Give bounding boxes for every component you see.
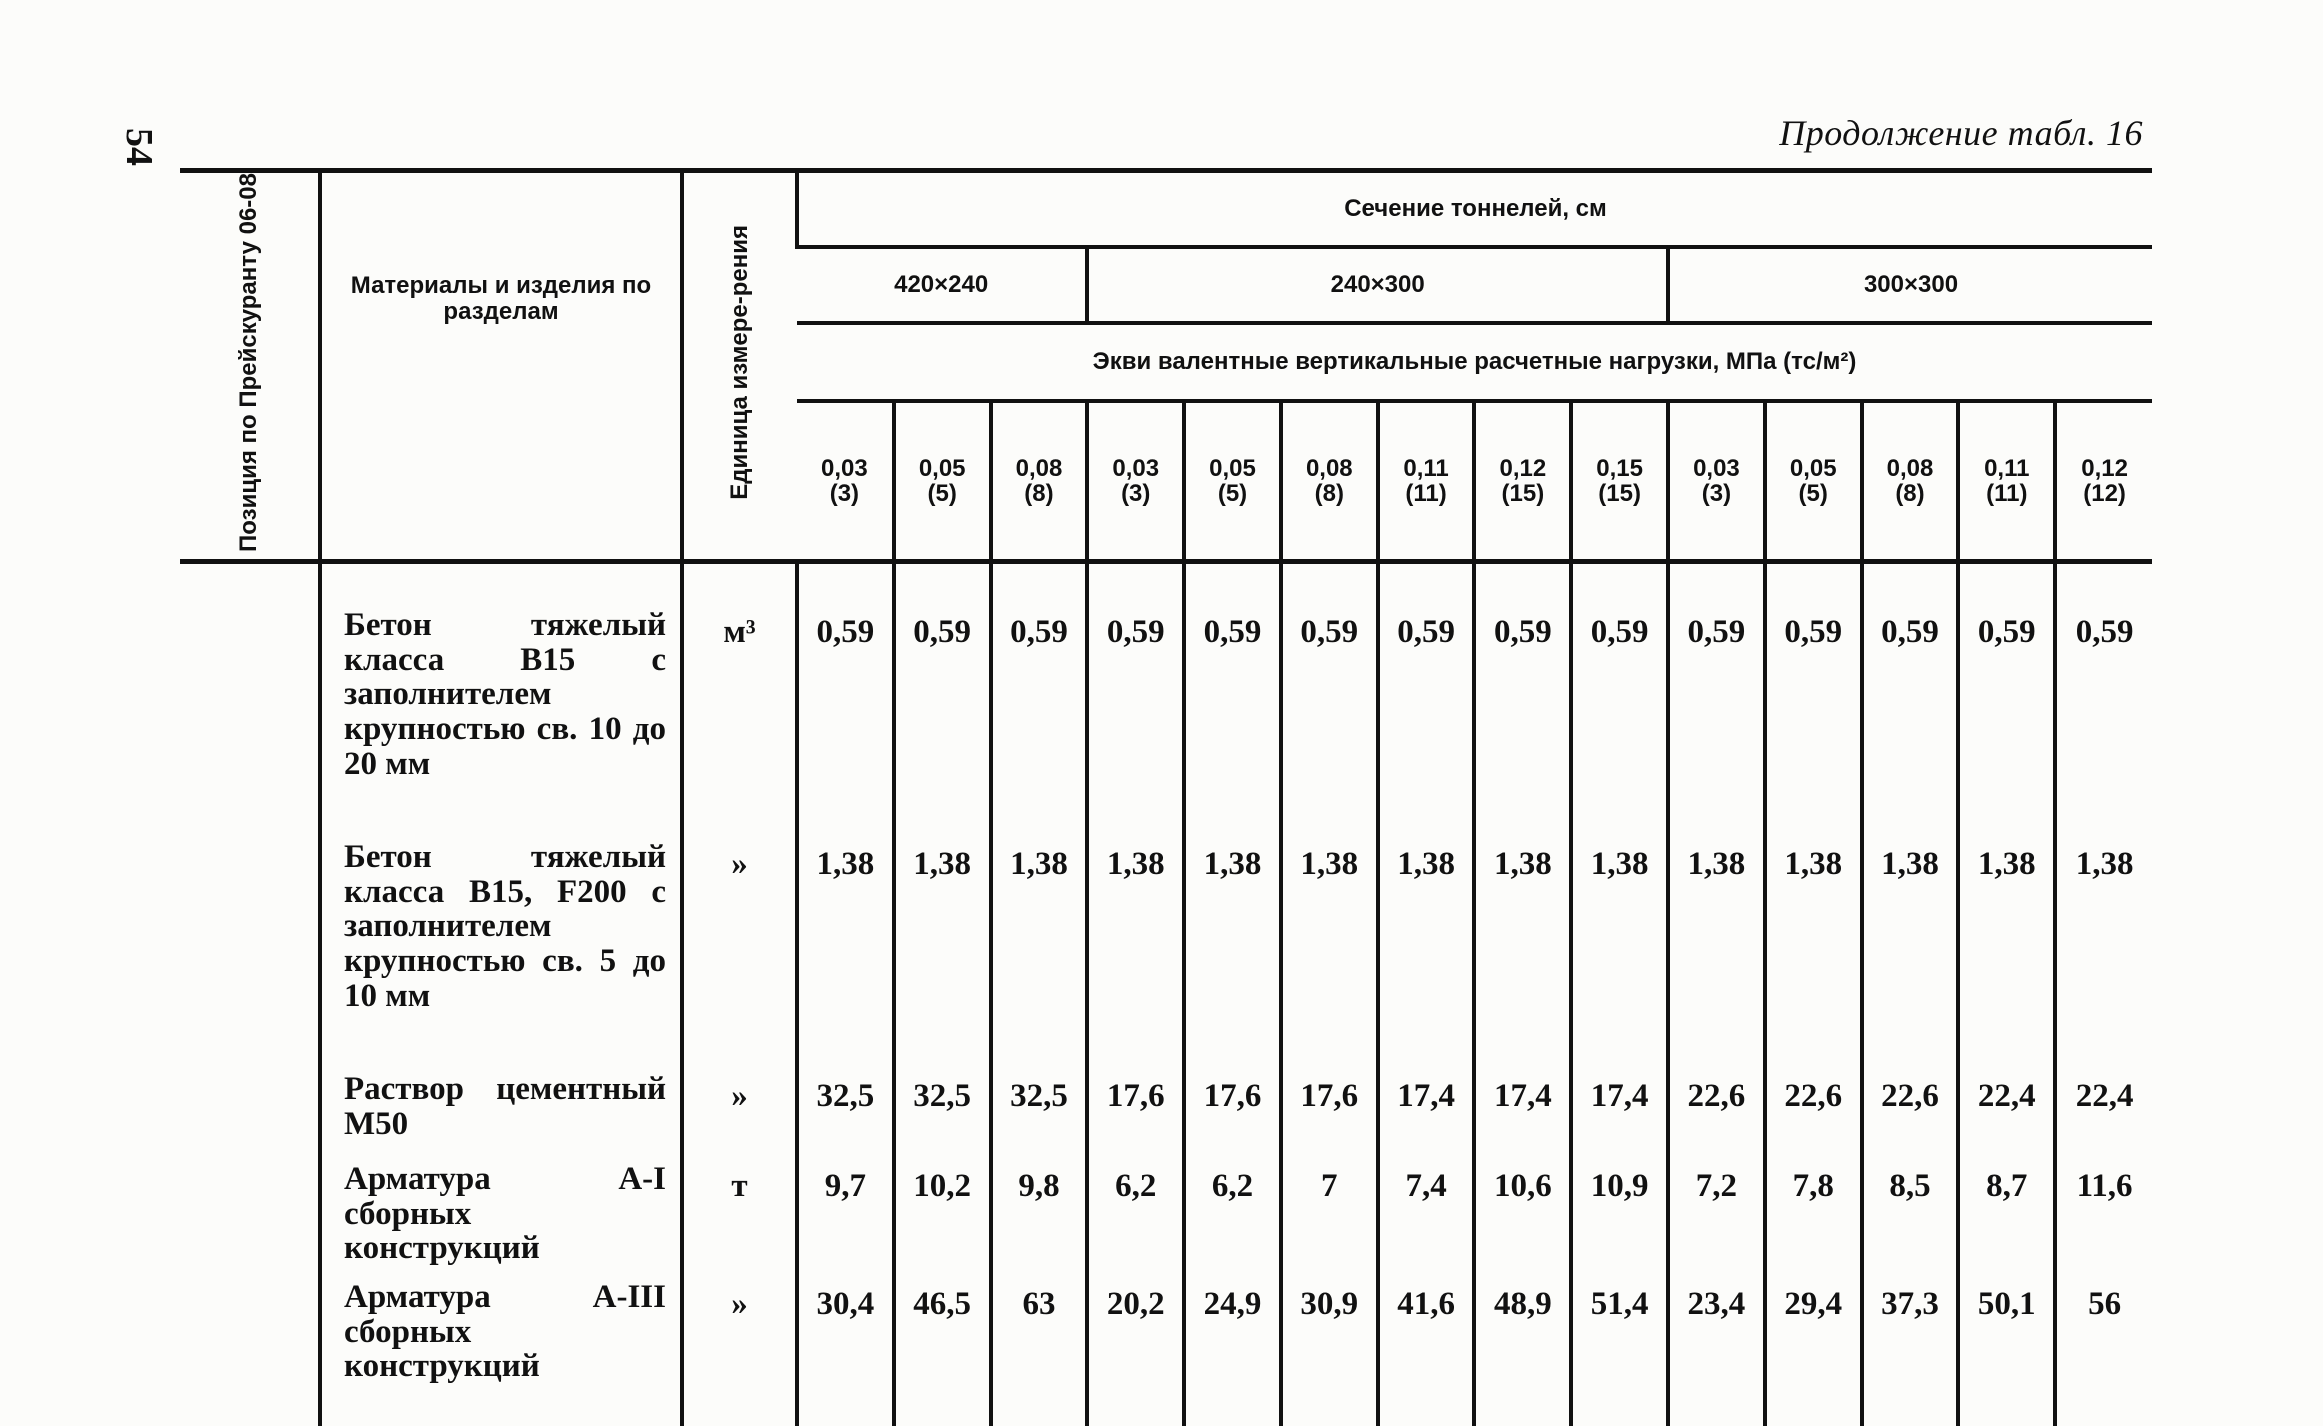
value-cell: 0,59 <box>1378 594 1475 826</box>
value-cell: 1,38 <box>2055 826 2152 1058</box>
load-value: 0,05 <box>1789 454 1837 482</box>
value-cell: 51,4 <box>1571 1266 1668 1426</box>
value-cell: 1,38 <box>1378 826 1475 1058</box>
header-load-12 <box>1862 401 1959 561</box>
header-position: Позиция по Прейскуранту 06-08 <box>180 171 320 562</box>
value-cell: 22,4 <box>1958 1058 2055 1148</box>
value-cell: 41,6 <box>1378 1266 1475 1426</box>
value-cell: 17,6 <box>1281 1058 1378 1148</box>
value-cell: 8,7 <box>1958 1148 2055 1266</box>
position-cell <box>180 1058 320 1148</box>
load-value: 0,03 <box>1693 454 1740 482</box>
value-cell: 32,5 <box>894 1058 991 1148</box>
load-value-tcm: (5) <box>927 480 957 508</box>
value-cell: 1,38 <box>1474 826 1571 1058</box>
position-cell <box>180 1266 320 1426</box>
value-cell: 1,38 <box>1281 826 1378 1058</box>
value-cell: 7,8 <box>1765 1148 1862 1266</box>
material-cell: Бетон тяжелый класса В15 с заполнителем крупностью св. 10 до 20 мм <box>320 594 682 826</box>
value-cell: 17,6 <box>1184 1058 1281 1148</box>
value-cell: 6,2 <box>1087 1148 1184 1266</box>
value-cell: 1,38 <box>1571 826 1668 1058</box>
load-value: 0,05 <box>1209 454 1256 482</box>
unit-cell: » <box>682 1266 797 1426</box>
value-cell: 0,59 <box>1474 594 1571 826</box>
material-cell: Арматура А-I сборных конструкций <box>320 1148 682 1266</box>
value-cell: 30,9 <box>1281 1266 1378 1426</box>
table-row <box>180 1266 2152 1426</box>
value-cell: 46,5 <box>894 1266 991 1426</box>
value-cell: 7,4 <box>1378 1148 1475 1266</box>
page-number: 54 <box>118 128 160 166</box>
header-unit: Единица измере-рения <box>682 171 797 562</box>
load-value: 0,03 <box>821 454 868 482</box>
header-tunnel-section: Сечение тоннелей, см <box>797 171 2152 248</box>
load-value: 0,11 <box>1984 454 2030 482</box>
value-cell: 37,3 <box>1862 1266 1959 1426</box>
value-cell: 10,2 <box>894 1148 991 1266</box>
value-cell: 1,38 <box>1765 826 1862 1058</box>
header-load-13 <box>1958 401 2055 561</box>
value-cell: 23,4 <box>1668 1266 1765 1426</box>
load-value: 0,12 <box>2081 454 2128 482</box>
unit-cell: » <box>682 1058 797 1148</box>
table-row <box>180 1058 2152 1148</box>
value-cell: 1,38 <box>1184 826 1281 1058</box>
value-cell: 0,59 <box>2055 594 2152 826</box>
unit-cell: » <box>682 826 797 1058</box>
value-cell: 32,5 <box>797 1058 894 1148</box>
unit-cell: т <box>682 1148 797 1266</box>
continuation-title: Продолжение табл. 16 <box>1779 113 2143 153</box>
header-section-1: 420×240 <box>797 247 1087 323</box>
value-cell: 1,38 <box>894 826 991 1058</box>
header-section-2: 240×300 <box>1087 247 1668 323</box>
table-row <box>180 1148 2152 1266</box>
load-value-tcm: (15) <box>1598 480 1641 508</box>
value-cell: 1,38 <box>1668 826 1765 1058</box>
value-cell: 10,9 <box>1571 1148 1668 1266</box>
load-value-tcm: (11) <box>1986 480 2028 508</box>
value-cell: 22,6 <box>1668 1058 1765 1148</box>
value-cell: 0,59 <box>1668 594 1765 826</box>
value-cell: 17,4 <box>1474 1058 1571 1148</box>
header-load-11 <box>1765 401 1862 561</box>
value-cell: 63 <box>991 1266 1088 1426</box>
material-cell: Бетон тяжелый класса В15, F200 с заполнителем крупностью св. 5 до 10 мм <box>320 826 682 1058</box>
header-materials: Материалы и изделия по разделам <box>320 171 682 562</box>
load-value-tcm: (3) <box>1701 480 1732 508</box>
load-value: 0,11 <box>1403 454 1449 482</box>
load-value-tcm: (3) <box>829 480 860 508</box>
material-cell: Арматура А-III сборных конструкций <box>320 1266 682 1426</box>
value-cell: 0,59 <box>1184 594 1281 826</box>
header-load-7 <box>1378 401 1475 561</box>
position-cell <box>180 594 320 826</box>
header-load-4 <box>1087 401 1184 561</box>
load-value: 0,03 <box>1112 454 1160 482</box>
value-cell: 0,59 <box>991 594 1088 826</box>
value-cell: 0,59 <box>1765 594 1862 826</box>
value-cell: 30,4 <box>797 1266 894 1426</box>
header-load-10 <box>1668 401 1765 561</box>
header-load-8 <box>1474 401 1571 561</box>
value-cell: 1,38 <box>991 826 1088 1058</box>
table-row <box>180 594 2152 826</box>
value-cell: 22,4 <box>2055 1058 2152 1148</box>
value-cell: 1,38 <box>1087 826 1184 1058</box>
load-value-tcm: (8) <box>1314 480 1344 508</box>
header-section-3: 300×300 <box>1668 247 2152 323</box>
value-cell: 8,5 <box>1862 1148 1959 1266</box>
header-load-14 <box>2055 401 2152 561</box>
load-value: 0,08 <box>1305 454 1353 482</box>
value-cell: 22,6 <box>1765 1058 1862 1148</box>
position-cell <box>180 1148 320 1266</box>
value-cell: 10,6 <box>1474 1148 1571 1266</box>
load-value-tcm: (3) <box>1121 480 1151 508</box>
value-cell: 7,2 <box>1668 1148 1765 1266</box>
value-cell: 6,2 <box>1184 1148 1281 1266</box>
value-cell: 29,4 <box>1765 1266 1862 1426</box>
value-cell: 17,4 <box>1378 1058 1475 1148</box>
value-cell: 48,9 <box>1474 1266 1571 1426</box>
value-cell: 11,6 <box>2055 1148 2152 1266</box>
position-cell <box>180 826 320 1058</box>
value-cell: 0,59 <box>1281 594 1378 826</box>
value-cell: 20,2 <box>1087 1266 1184 1426</box>
unit-cell: м³ <box>682 594 797 826</box>
value-cell: 1,38 <box>1958 826 2055 1058</box>
value-cell: 9,7 <box>797 1148 894 1266</box>
header-load-9 <box>1571 401 1668 561</box>
value-cell: 0,59 <box>894 594 991 826</box>
load-value: 0,12 <box>1499 454 1547 482</box>
header-load-6 <box>1281 401 1378 561</box>
load-value: 0,15 <box>1596 454 1643 482</box>
value-cell: 0,59 <box>1087 594 1184 826</box>
header-loads-title: Экви валентные вертикальные расчетные нагрузки, МПа (тс/м²) <box>797 323 2152 402</box>
load-value-tcm: (5) <box>1798 480 1828 508</box>
load-value: 0,05 <box>918 454 966 482</box>
value-cell: 32,5 <box>991 1058 1088 1148</box>
value-cell: 0,59 <box>1571 594 1668 826</box>
value-cell: 1,38 <box>797 826 894 1058</box>
header-load-2 <box>894 401 991 561</box>
value-cell: 0,59 <box>1862 594 1959 826</box>
load-value-tcm: (8) <box>1895 480 1925 508</box>
load-value: 0,08 <box>1886 454 1934 482</box>
material-cell: Раствор цементный М50 <box>320 1058 682 1148</box>
header-load-5 <box>1184 401 1281 561</box>
value-cell: 17,4 <box>1571 1058 1668 1148</box>
value-cell: 50,1 <box>1958 1266 2055 1426</box>
table-row <box>180 826 2152 1058</box>
value-cell: 1,38 <box>1862 826 1959 1058</box>
value-cell: 0,59 <box>797 594 894 826</box>
load-value-tcm: (8) <box>1024 480 1054 508</box>
load-value-tcm: (15) <box>1501 480 1545 508</box>
header-load-3 <box>991 401 1088 561</box>
value-cell: 56 <box>2055 1266 2152 1426</box>
value-cell: 7 <box>1281 1148 1378 1266</box>
load-value-tcm: (5) <box>1217 480 1248 508</box>
header-load-1 <box>797 401 894 561</box>
value-cell: 0,59 <box>1958 594 2055 826</box>
value-cell: 17,6 <box>1087 1058 1184 1148</box>
load-value-tcm: (11) <box>1405 480 1447 508</box>
value-cell: 9,8 <box>991 1148 1088 1266</box>
value-cell: 22,6 <box>1862 1058 1959 1148</box>
load-value-tcm: (12) <box>2083 480 2126 508</box>
materials-table <box>180 168 2152 1426</box>
load-value: 0,08 <box>1015 454 1063 482</box>
value-cell: 24,9 <box>1184 1266 1281 1426</box>
